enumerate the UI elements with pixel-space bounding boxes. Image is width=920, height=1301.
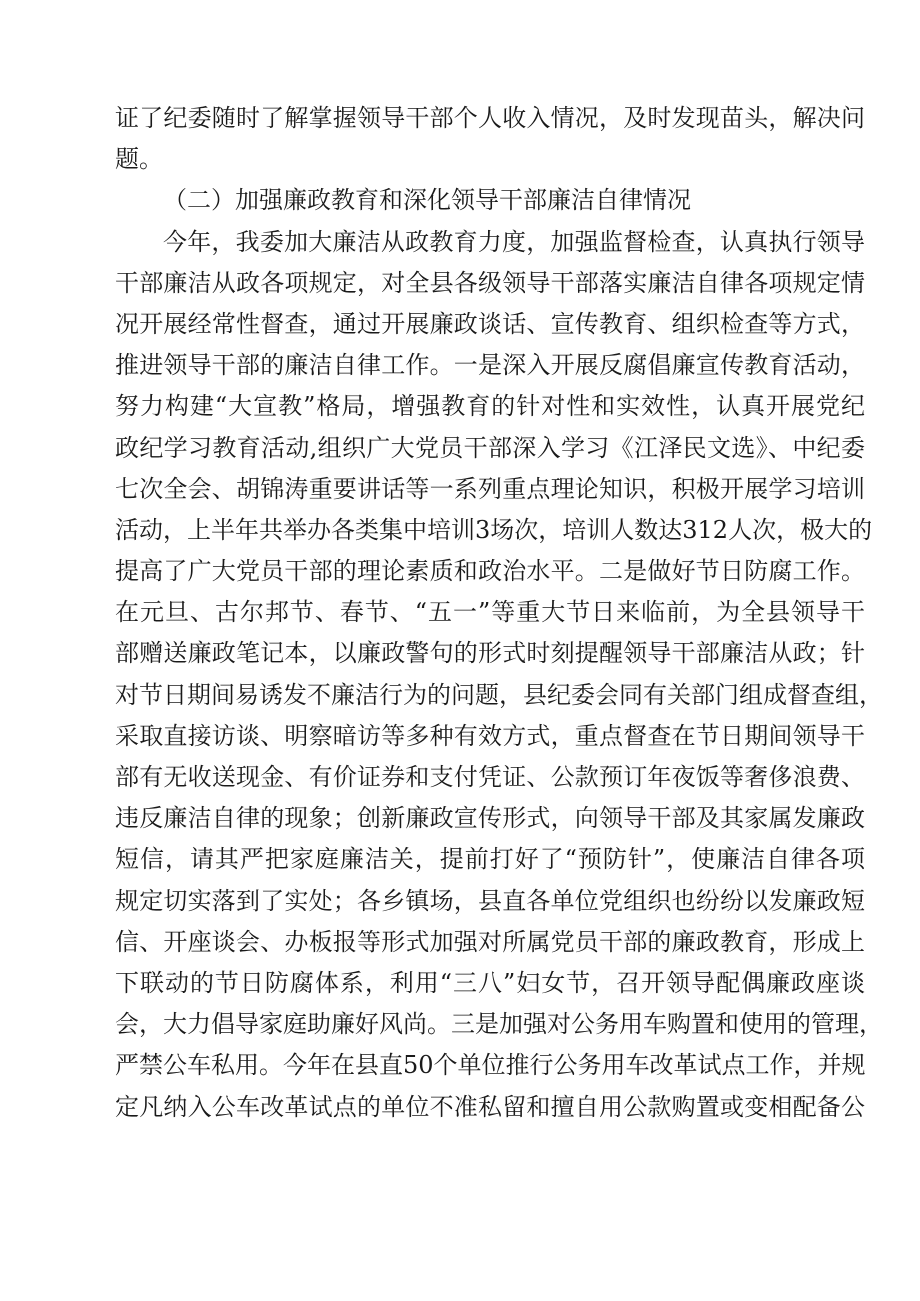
text-line: 下联动的节日防腐体系，利用“三八”妇女节，召开领导配偶廉政座谈: [115, 968, 865, 997]
text-line: 努力构建“大宣教”格局，增强教育的针对性和实效性，认真开展党纪: [115, 392, 865, 421]
text-line: 部有无收送现金、有价证券和支付凭证、公款预订年夜饭等奢侈浪费、: [115, 763, 865, 791]
text-line: 信、开座谈会、办板报等形式加强对所属党员干部的廉政教育，形成上: [115, 927, 865, 956]
text-line: 在元旦、古尔邦节、春节、“五一”等重大节日来临前，为全县领导干: [115, 598, 865, 627]
text-line: 采取直接访谈、明察暗访等多种有效方式，重点督查在节日期间领导干: [115, 721, 865, 750]
text-line: 证了纪委随时了解掌握领导干部个人收入情况，及时发现苗头，解决问: [115, 104, 865, 132]
section-heading: （二）加强廉政教育和深化领导干部廉洁自律情况: [163, 186, 691, 215]
text-line: 定凡纳入公车改革试点的单位不准私留和擅自用公款购置或变相配备公: [115, 1092, 865, 1121]
body-text: [115, 98, 883, 1128]
text-line: 提高了广大党员干部的理论素质和政治水平。二是做好节日防腐工作。: [115, 557, 865, 586]
text-line: 活动，上半年共举办各类集中培训3场次，培训人数达312人次，极大的: [115, 515, 873, 544]
text-line: 七次全会、胡锦涛重要讲话等一系列重点理论知识，积极开展学习培训: [115, 474, 865, 503]
text-line: 严禁公车私用。今年在县直50个单位推行公务用车改革试点工作，并规: [115, 1051, 866, 1080]
text-line: 今年，我委加大廉洁从政教育力度，加强监督检查，认真执行领导: [163, 227, 865, 256]
text-line: 政纪学习教育活动,组织广大党员干部深入学习《江泽民文选》、中纪委: [115, 433, 865, 462]
text-line: 对节日期间易诱发不廉洁行为的问题，县纪委会同有关部门组成督查组，: [115, 680, 883, 709]
text-line: 违反廉洁自律的现象；创新廉政宣传形式，向领导干部及其家属发廉政: [115, 804, 865, 833]
text-line: 题。: [115, 145, 163, 174]
text-line: 规定切实落到了实处；各乡镇场，县直各单位党组织也纷纷以发廉政短: [115, 886, 865, 915]
text-line: 会，大力倡导家庭助廉好风尚。三是加强对公务用车购置和使用的管理，: [115, 1010, 883, 1039]
text-line: 推进领导干部的廉洁自律工作。一是深入开展反腐倡廉宣传教育活动，: [115, 351, 865, 380]
text-line: 干部廉洁从政各项规定，对全县各级领导干部落实廉洁自律各项规定情: [115, 268, 865, 297]
text-line: 部赠送廉政笔记本，以廉政警句的形式时刻提醒领导干部廉洁从政；针: [115, 639, 865, 668]
text-line: 短信，请其严把家庭廉洁关，提前打好了“预防针”，使廉洁自律各项: [115, 845, 865, 874]
text-line: 况开展经常性督查，通过开展廉政谈话、宣传教育、组织检查等方式，: [115, 309, 865, 338]
